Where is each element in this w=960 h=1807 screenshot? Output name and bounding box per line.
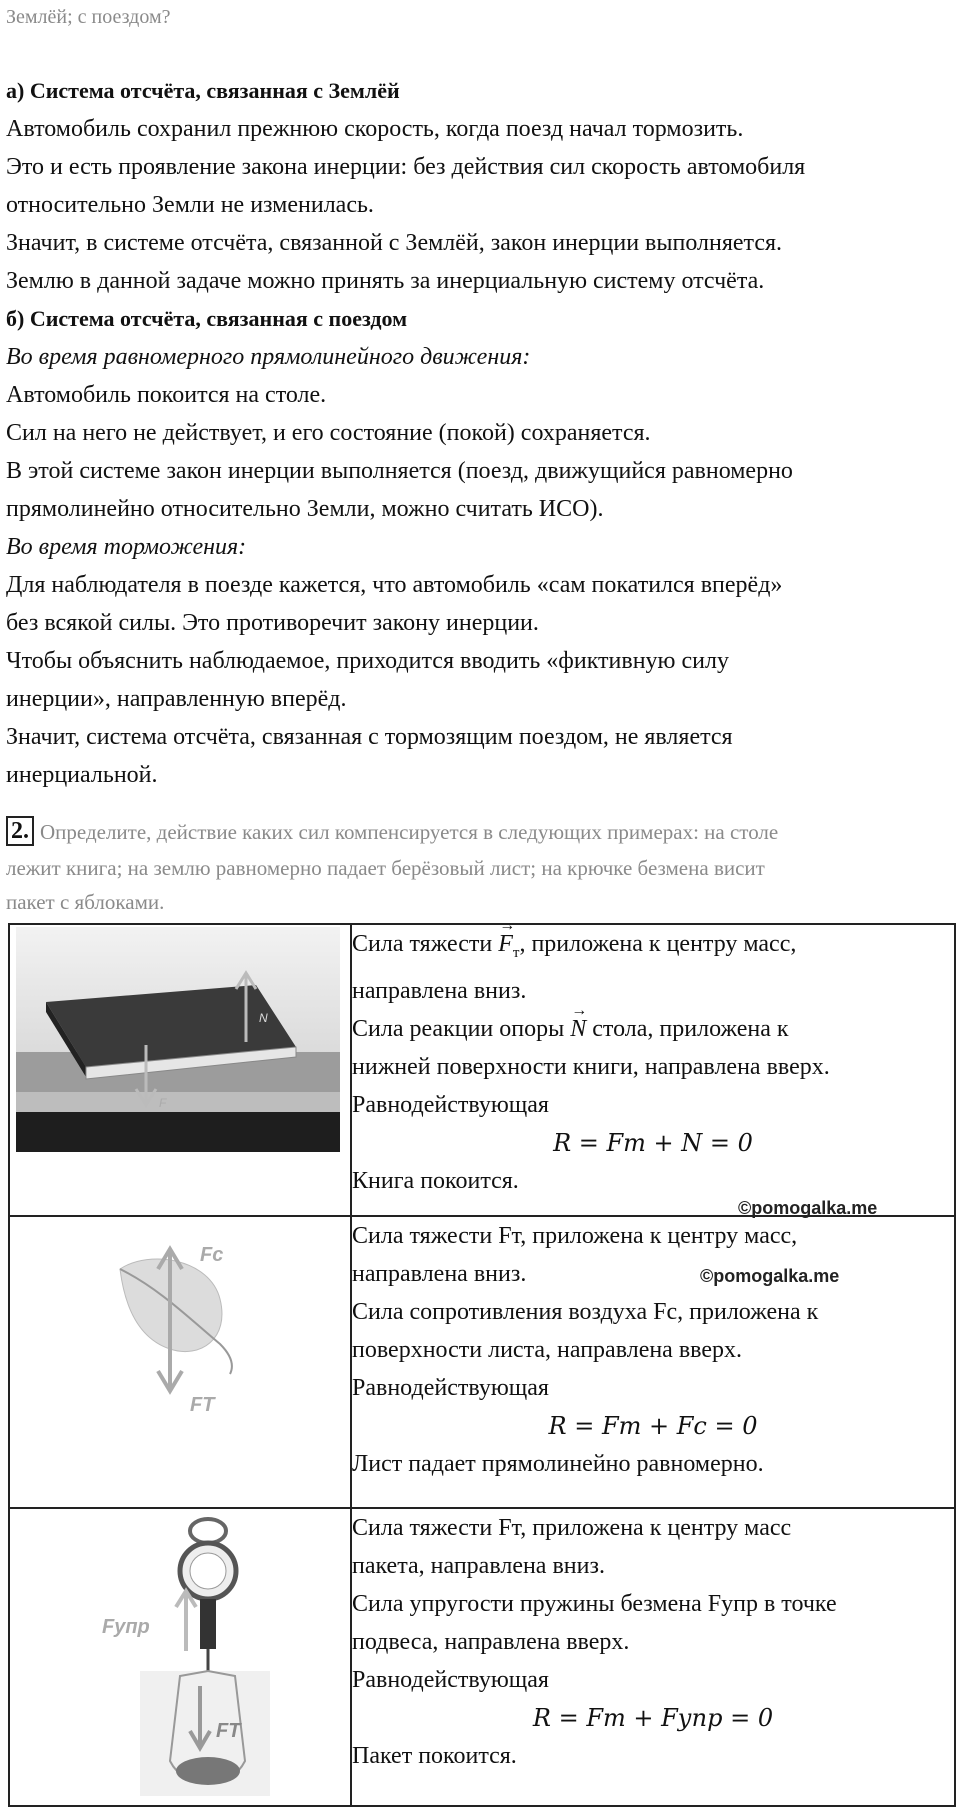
section-b-line: Значит, система отсчёта, связанная с тормозящим поездом, не является bbox=[6, 724, 733, 750]
braking-title: Во время торможения: bbox=[6, 534, 247, 560]
question-2-line bbox=[6, 816, 778, 846]
watermark: ©pomogalka.me bbox=[738, 1198, 878, 1218]
section-b-line: Для наблюдателя в поезде кажется, что автомобиль «сам покатился вперёд» bbox=[6, 572, 783, 598]
table-row bbox=[9, 1508, 955, 1806]
description-line: Сила сопротивления воздуха Fc, приложена к bbox=[352, 1299, 819, 1325]
description-line: Сила тяжести Fт, приложена к центру масс, bbox=[352, 1223, 798, 1249]
description-line: поверхности листа, направлена вверх. bbox=[352, 1337, 743, 1363]
description-line bbox=[352, 1010, 954, 1048]
question-2-line: пакет с яблоками. bbox=[6, 890, 165, 914]
resultant-equation: R = Fт + N = 0 bbox=[553, 1128, 753, 1157]
question-2-line: лежит книга; на землю равномерно падает берёзовый лист; на крючке безмена висит bbox=[6, 856, 765, 880]
section-b-line: прямолинейно относительно Земли, можно считать ИСО). bbox=[6, 496, 604, 522]
conclusion: Книга покоится. bbox=[352, 1167, 519, 1194]
resultant-equation: R = Fт + Fупр = 0 bbox=[532, 1704, 774, 1732]
description-line: Равнодействующая bbox=[352, 1091, 549, 1118]
falling-leaf-figure bbox=[100, 1229, 300, 1429]
text-span: стола, приложена к bbox=[586, 1015, 789, 1042]
section-a-line: Значит, в системе отсчёта, связанной с Землёй, закон инерции выполняется. bbox=[6, 230, 783, 256]
description-line: нижней поверхности книги, направлена вверх. bbox=[352, 1053, 830, 1080]
scale-figure-cell bbox=[9, 1508, 351, 1806]
figure-label-f: F bbox=[159, 1096, 167, 1110]
book-description-cell bbox=[351, 924, 955, 1216]
section-a-line: Автомобиль сохранил прежнюю скорость, когда поезд начал тормозить. bbox=[6, 116, 744, 142]
answer-table bbox=[8, 923, 956, 1807]
previous-question-fragment: Землёй; с поездом? bbox=[6, 6, 171, 28]
section-b-line: без всякой силы. Это противоречит закону инерции. bbox=[6, 610, 539, 636]
description-line: направлена вниз. bbox=[352, 977, 527, 1004]
section-a-line: Землю в данной задаче можно принять за инерциальную систему отсчёта. bbox=[6, 268, 765, 294]
book-on-table-figure bbox=[16, 927, 352, 1157]
watermark: ©pomogalka.me bbox=[700, 1266, 840, 1286]
vector-symbol: → F bbox=[498, 925, 513, 963]
description-line bbox=[352, 925, 954, 972]
section-a-line: Это и есть проявление закона инерции: без действия сил скорость автомобиля bbox=[6, 154, 806, 180]
section-b-line: Чтобы объяснить наблюдаемое, приходится вводить «фиктивную силу bbox=[6, 648, 729, 674]
section-b-line: В этой системе закон инерции выполняется (поезд, движущийся равномерно bbox=[6, 458, 793, 484]
description-line: Сила тяжести Fт, приложена к центру масс bbox=[352, 1515, 792, 1541]
question-number: 2. bbox=[6, 816, 34, 846]
vector-symbol: → N bbox=[570, 1010, 586, 1048]
subscript: т bbox=[512, 944, 520, 961]
table-row bbox=[9, 924, 955, 1216]
section-b-line: Автомобиль покоится на столе. bbox=[6, 382, 327, 408]
figure-label-ft: FT bbox=[216, 1720, 241, 1742]
description-line: Равнодействующая bbox=[352, 1375, 549, 1401]
text-span: Сила тяжести bbox=[352, 931, 499, 957]
section-a-line: относительно Земли не изменилась. bbox=[6, 192, 374, 218]
scale-description-cell bbox=[351, 1508, 955, 1806]
section-b-line: Сил на него не действует, и его состояние (покой) сохраняется. bbox=[6, 420, 651, 446]
text-span: , приложена к центру масс, bbox=[519, 931, 797, 957]
figure-label-ft: FT bbox=[190, 1394, 215, 1416]
table-row bbox=[9, 1216, 955, 1508]
text-span: Сила реакции опоры bbox=[352, 1015, 571, 1042]
figure-label-fupr: Fупр bbox=[102, 1616, 150, 1638]
section-b-heading: б) Система отсчёта, связанная с поездом bbox=[6, 306, 408, 331]
section-b-line: инерциальной. bbox=[6, 762, 158, 788]
figure-label-fc: Fc bbox=[200, 1244, 224, 1266]
question-text: Определите, действие каких сил компенсируется в следующих примерах: на столе bbox=[40, 820, 779, 844]
description-line: Сила упругости пружины безмена Fупр в точке bbox=[352, 1591, 837, 1617]
figure-label-n: N bbox=[259, 1011, 268, 1025]
elastic-force-arrow-icon bbox=[176, 1591, 196, 1651]
spring-scale-with-bag-figure bbox=[100, 1511, 300, 1801]
book-figure-cell bbox=[9, 924, 351, 1216]
leaf-description-cell bbox=[351, 1216, 955, 1508]
leaf-figure-cell bbox=[9, 1216, 351, 1508]
resultant-equation: R = Fт + Fc = 0 bbox=[548, 1412, 758, 1440]
description-line: Равнодействующая bbox=[352, 1667, 549, 1693]
description-line: пакета, направлена вниз. bbox=[352, 1553, 605, 1579]
conclusion: Пакет покоится. bbox=[352, 1743, 517, 1769]
uniform-motion-title: Во время равномерного прямолинейного движения: bbox=[6, 344, 531, 370]
description-line: направлена вниз. bbox=[352, 1261, 527, 1287]
description-line: подвеса, направлена вверх. bbox=[352, 1629, 630, 1655]
section-b-line: инерции», направленную вперёд. bbox=[6, 686, 347, 712]
conclusion: Лист падает прямолинейно равномерно. bbox=[352, 1451, 764, 1477]
section-a-heading: а) Система отсчёта, связанная с Землёй bbox=[6, 78, 400, 103]
